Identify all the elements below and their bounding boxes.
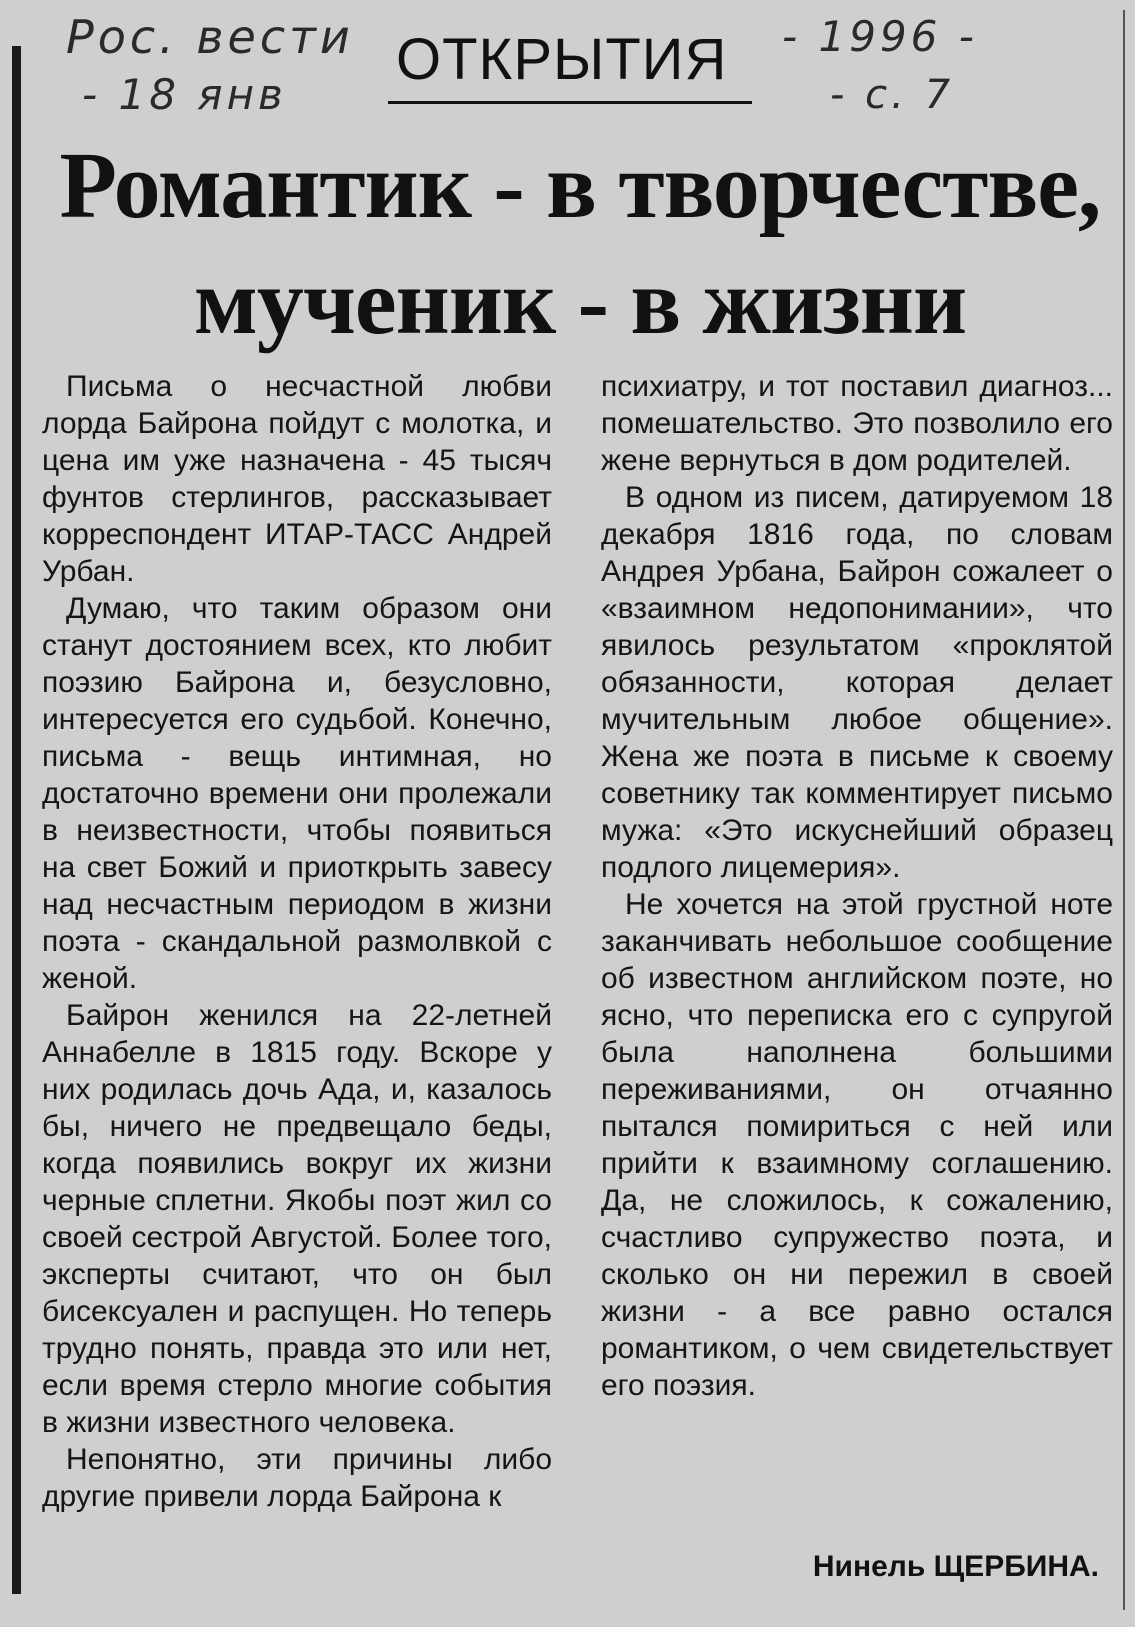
paragraph: В одном из писем, датируемом 18 декабря 1816 года, по словам Андрея Урбана, Байрон сожалеет о «взаимном недопонимании», что явилось результатом «проклятой обязанности, которая делает мучительным любое общение». Жена же поэта в письме к своему советнику так комментирует письмо мужа: «Это искуснейший образец подлого лицемерия». [601, 481, 1113, 884]
article-column-right [601, 368, 1113, 1404]
section-rubric: ОТКРЫТИЯ [396, 27, 728, 92]
paragraph: Письма о несчастной любви лорда Байрона пойдут с молотка, и цена им уже назначена - 45 тысяч фунтов стерлингов, рассказывает корреспондент ИТАР-ТАСС Андрей Урбан. [42, 370, 552, 588]
handwritten-source-note: Рос. вести [66, 10, 354, 64]
right-edge-rule [1123, 10, 1125, 1610]
left-column-rule [12, 46, 21, 1594]
paragraph: Непонятно, эти причины либо другие привели лорда Байрона к [42, 1443, 552, 1513]
article-headline [40, 128, 1120, 360]
paragraph: Байрон женился на 22-летней Аннабелле в 1815 году. Вскоре у них родилась дочь Ада, и, казалось бы, ничего не предвещало беды, когда появились вокруг их жизни черные сплетни. Якобы поэт жил со своей сестрой Августой. Более того, эксперты считают, что он был бисексуален и распущен. Но теперь трудно понять, правда это или нет, если время стерло многие события в жизни известного человека. [42, 999, 552, 1439]
article-column-left [42, 368, 552, 1515]
paragraph: психиатру, и тот поставил диагноз... помешательство. Это позволило его жене вернуться в дом родителей. [601, 370, 1113, 477]
paragraph: Не хочется на этой грустной ноте заканчивать небольшое сообщение об известном английском поэте, но ясно, что переписка его с супругой была наполнена большими переживаниями, он отчаянно пытался помириться с ней или прийти к взаимному соглашению. Да, не сложилось, к сожалению, счастливо супружество поэта, и сколько он ни пережил в своей жизни - а все равно остался романтиком, о чем свидетельствует его поэзия. [601, 888, 1113, 1402]
headline-line-2: мученик - в жизни [193, 250, 967, 354]
handwritten-date-note: - 18 янв [82, 70, 287, 119]
handwritten-page-note: - с. 7 [830, 72, 955, 118]
handwritten-year-note: - 1996 - [782, 12, 978, 61]
rubric-underline [388, 101, 752, 104]
paragraph: Думаю, что таким образом они станут достоянием всех, кто любит поэзию Байрона и, безусловно, интересуется его судьбой. Конечно, письма - вещь интимная, но достаточно времени они пролежали в неизвестности, чтобы появиться на свет Божий и приоткрыть завесу над несчастным периодом в жизни поэта - скандальной размолвкой с женой. [42, 592, 552, 995]
headline-line-1: Романтик - в творчестве, [59, 134, 1101, 238]
author-signature: Нинель ЩЕРБИНА. [812, 1550, 1099, 1583]
